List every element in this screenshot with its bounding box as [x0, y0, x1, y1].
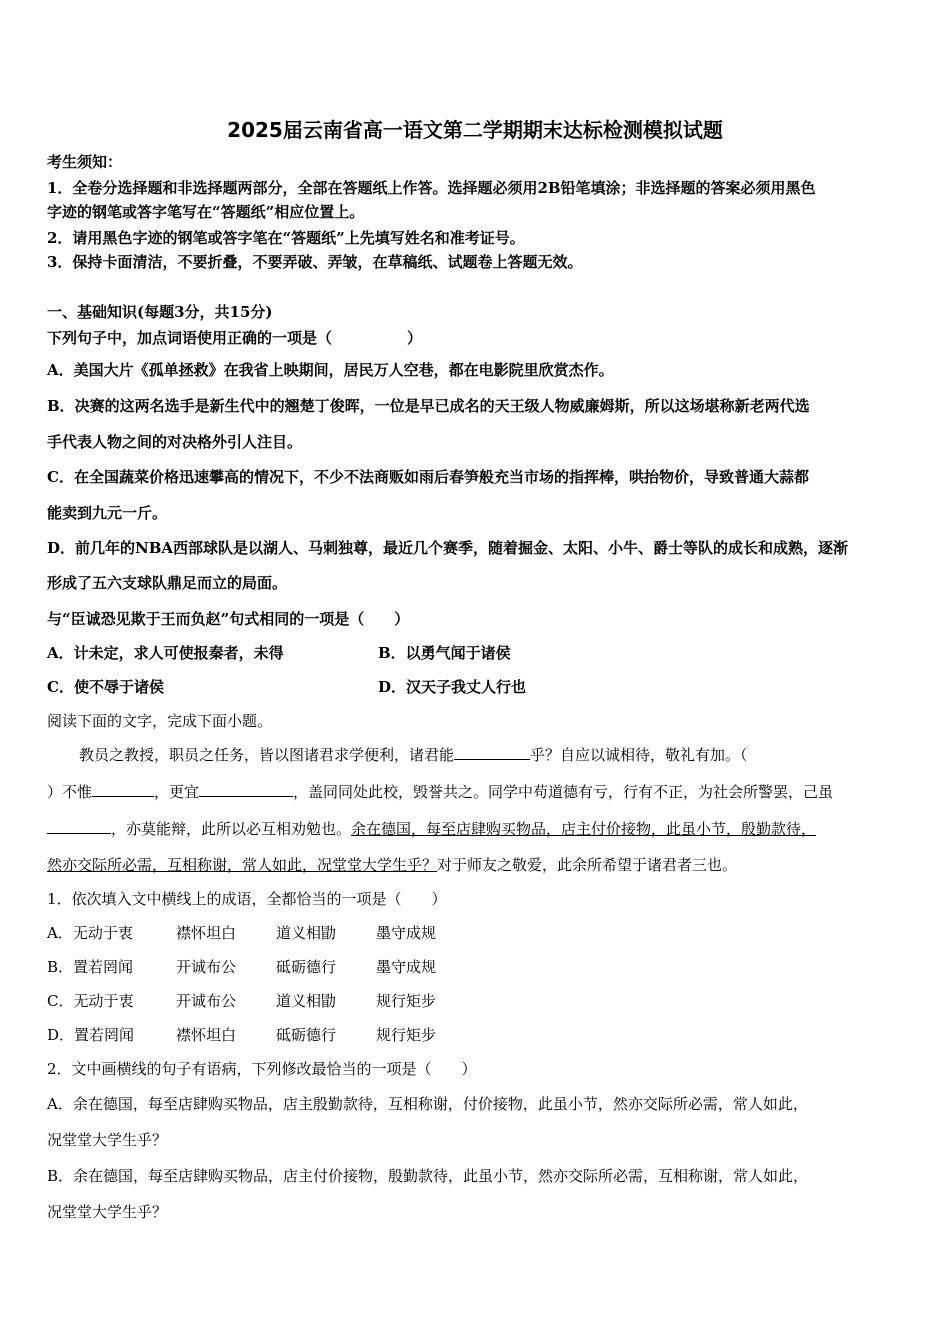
q1-stem: 下列句子中，加点词语使用正确的一项是（ ） — [47, 329, 423, 347]
sub1-option-cell: 开诚布公 — [176, 992, 237, 1010]
sub1-option-cell: 襟怀坦白 — [176, 1026, 237, 1044]
reading-passage-line-4 — [47, 855, 737, 875]
sub1-option-cell: 襟怀坦白 — [176, 924, 237, 942]
sub2-option-a-line-1: A．余在德国，每至店肆购买物品，店主殷勤款待，互相称谢，付价接物，此虽小节，然亦交际所必需，常人如此， — [47, 1095, 808, 1113]
q1-option-b-line-2: 手代表人物之间的对决格外引人注目。 — [47, 433, 303, 451]
q2-stem: 与“臣诚恐见欺于王而负赵”句式相同的一项是（ ） — [47, 610, 410, 628]
sub1-option-cell: 砥砺德行 — [276, 1026, 337, 1044]
passage-text: 对于师友之敬爱，此余所希望于诸君者三也。 — [437, 856, 738, 874]
notice-item-1-line-1: 1．全卷分选择题和非选择题两部分，全部在答题纸上作答。选择题必须用2B铅笔填涂；非选择题的答案必须用黑色 — [47, 179, 816, 197]
notice-item-3: 3．保持卡面清洁，不要折叠，不要弄破、弄皱，在草稿纸、试题卷上答题无效。 — [47, 253, 583, 271]
q2-option-d: D．汉天子我丈人行也 — [378, 678, 527, 696]
section-heading: 一、基础知识(每题3分，共15分) — [47, 303, 273, 321]
underlined-sentence: 余在德国，每至店肆购买物品，店主付价接物，此虽小节，殷勤款待， — [351, 820, 817, 838]
passage-text: ，亦莫能辩，此所以必互相劝勉也。 — [111, 820, 352, 838]
q1-option-b-line-1: B．决赛的这两名选手是新生代中的翘楚丁俊晖，一位是早已成名的天王级人物威廉姆斯，所以这场堪称新老两代选 — [47, 397, 810, 415]
sub1-option-cell: B．置若罔闻 — [47, 958, 134, 976]
sub1-option-cell: C．无动于衷 — [47, 992, 134, 1010]
sub1-option-cell: 砥砺德行 — [276, 958, 337, 976]
underlined-sentence: 然亦交际所必需，互相称谢，常人如此，况堂堂大学生乎？ — [47, 856, 438, 874]
sub2-option-b-line-1: B．余在德国，每至店肆购买物品，店主付价接物，殷勤款待，此虽小节，然亦交际所必需，互相称谢，常人如此， — [47, 1167, 809, 1185]
q1-option-a: A．美国大片《孤单拯救》在我省上映期间，居民万人空巷，都在电影院里欣赏杰作。 — [47, 361, 614, 379]
sub1-option-cell: 道义相勖 — [276, 924, 337, 942]
sub1-option-cell: 规行矩步 — [376, 1026, 437, 1044]
reading-intro: 阅读下面的文字，完成下面小题。 — [47, 712, 273, 730]
page-title: 2025届云南省高一语文第二学期期末达标检测模拟试题 — [227, 118, 723, 142]
q2-option-a: A．计未定，求人可使报秦者，未得 — [47, 644, 284, 662]
notice-item-2: 2．请用黑色字迹的钢笔或答字笔在“答题纸”上先填写姓名和准考证号。 — [47, 229, 525, 247]
fill-blank — [47, 819, 111, 834]
q2-option-c: C．使不辱于诸侯 — [47, 678, 164, 696]
sub2-option-b-line-2: 况堂堂大学生乎？ — [47, 1203, 168, 1221]
q1-option-c-line-1: C．在全国蔬菜价格迅速攀高的情况下，不少不法商贩如雨后春笋般充当市场的指挥棒，哄抬物价，导致普通大蒜都 — [47, 468, 809, 486]
q1-option-d-line-2: 形成了五六支球队鼎足而立的局面。 — [47, 574, 288, 592]
passage-text: 教员之教授，职员之任务，皆以图诸君求学便利，诸君能 — [79, 746, 455, 764]
sub-question-2-stem: 2．文中画横线的句子有语病，下列修改最恰当的一项是（ ） — [47, 1060, 477, 1078]
sub1-option-cell: 墨守成规 — [376, 924, 437, 942]
notice-item-1-line-2: 字迹的钢笔或答字笔写在“答题纸”相应位置上。 — [47, 203, 365, 221]
passage-text: ）不惟 — [47, 783, 93, 801]
notice-heading: 考生须知： — [47, 153, 123, 171]
q2-option-b: B．以勇气闻于诸侯 — [378, 644, 511, 662]
reading-passage-line-1 — [79, 745, 748, 765]
passage-text: ，盖同同处此校，毁誉共之。同学中苟道德有亏，行有不正，为社会所警罢，己虽 — [293, 783, 834, 801]
q1-option-c-line-2: 能卖到九元一斤。 — [47, 504, 168, 522]
sub1-option-cell: 开诚布公 — [176, 958, 237, 976]
reading-passage-line-2 — [47, 782, 833, 802]
sub1-option-cell: 墨守成规 — [376, 958, 437, 976]
reading-passage-line-3 — [47, 819, 816, 839]
fill-blank — [199, 782, 293, 797]
q1-option-d-line-1: D．前几年的NBA西部球队是以湖人、马刺独尊，最近几个赛季，随着掘金、太阳、小牛、爵士等队的成长和成熟，逐渐 — [47, 539, 849, 557]
sub-question-1-stem: 1．依次填入文中横线上的成语，全都恰当的一项是（ ） — [47, 890, 447, 908]
fill-blank — [454, 745, 530, 760]
sub1-option-cell: A．无动于衷 — [47, 924, 133, 942]
sub1-option-cell: 规行矩步 — [376, 992, 437, 1010]
sub1-option-cell: 道义相勖 — [276, 992, 337, 1010]
passage-text: ，更宜 — [154, 783, 200, 801]
fill-blank — [92, 782, 154, 797]
passage-text: 乎？自应以诚相待，敬礼有加。（ — [530, 746, 748, 764]
sub1-option-cell: D．置若罔闻 — [47, 1026, 135, 1044]
sub2-option-a-line-2: 况堂堂大学生乎？ — [47, 1131, 168, 1149]
